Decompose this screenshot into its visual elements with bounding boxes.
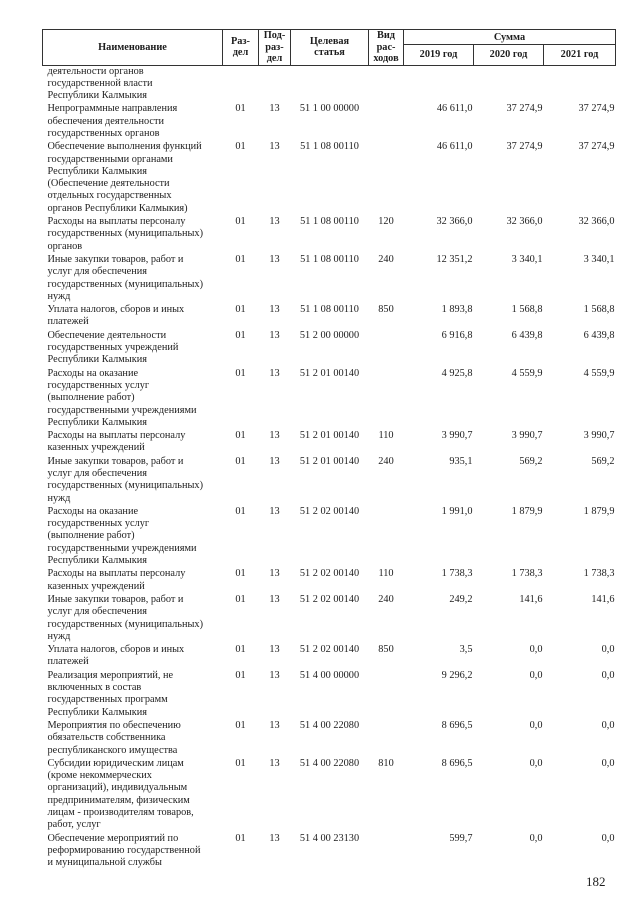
row-sum-2021: 4 559,9 — [583, 367, 615, 379]
row-vid — [369, 329, 404, 367]
row-celevaya — [291, 65, 369, 102]
row-name: Обеспечение выполнения функций государственными органами Республики Калмыкия (Обеспечение деятельности отдельных государственных органов Республики Калмыкия) — [47, 141, 202, 214]
row-sum-2020 — [474, 65, 544, 102]
row-sum-2020: 0,0 — [529, 644, 543, 656]
row-sum-2020: 4 559,9 — [511, 367, 543, 379]
table-row — [43, 253, 616, 303]
row-vid: 810 — [378, 757, 394, 769]
table-row — [43, 102, 616, 140]
row-podrazdel: 13 — [269, 455, 280, 467]
row-sum-2021: 37 274,9 — [578, 103, 615, 115]
row-sum-2021: 1 738,3 — [583, 568, 615, 580]
row-sum-2019: 46 611,0 — [436, 141, 473, 153]
row-razdel: 01 — [235, 253, 246, 265]
row-sum-2020: 569,2 — [519, 455, 543, 467]
row-podrazdel: 13 — [269, 719, 280, 731]
table-row — [43, 140, 616, 215]
row-sum-2019: 8 696,5 — [441, 719, 473, 731]
row-razdel: 01 — [235, 669, 246, 681]
row-vid — [369, 65, 404, 102]
row-razdel: 01 — [235, 304, 246, 316]
row-sum-2019: 46 611,0 — [436, 103, 473, 115]
row-sum-2020: 6 439,8 — [511, 329, 543, 341]
row-celevaya: 51 1 08 00110 — [300, 216, 359, 228]
row-sum-2021: 569,2 — [591, 455, 615, 467]
row-vid — [369, 102, 404, 140]
row-celevaya: 51 2 02 00140 — [299, 593, 360, 605]
row-sum-2021: 1 568,8 — [583, 304, 615, 316]
row-sum-2021: 3 990,7 — [583, 430, 615, 442]
table-row — [43, 303, 616, 329]
row-sum-2020: 1 879,9 — [511, 505, 543, 517]
row-name: Уплата налогов, сборов и иных платежей — [47, 304, 185, 328]
row-sum-2020: 0,0 — [529, 757, 543, 769]
row-vid: 240 — [378, 593, 394, 605]
row-sum-2020: 0,0 — [529, 719, 543, 731]
row-celevaya: 51 4 00 23130 — [299, 832, 360, 844]
table-body — [43, 65, 616, 870]
row-sum-2020: 3 990,7 — [511, 430, 543, 442]
row-name: Расходы на оказание государственных услуг (выполнение работ) государственными учреждениями Республики Калмыкия — [47, 505, 197, 567]
row-sum-2019: 12 351,2 — [436, 253, 473, 265]
row-sum-2019: 32 366,0 — [436, 216, 473, 228]
budget-sheet — [42, 29, 615, 870]
table-row — [43, 567, 616, 593]
row-sum-2019: 599,7 — [449, 832, 473, 844]
row-sum-2019: 4 925,8 — [441, 367, 473, 379]
row-razdel — [223, 65, 259, 102]
row-sum-2020: 1 568,8 — [511, 304, 543, 316]
row-name: Иные закупки товаров, работ и услуг для обеспечения государственных (муниципальных) нужд — [47, 455, 204, 504]
row-celevaya: 51 4 00 00000 — [299, 669, 360, 681]
row-sum-2021: 0,0 — [601, 669, 615, 681]
header-vid: Вид рас- ходов — [369, 30, 404, 66]
row-name: Иные закупки товаров, работ и услуг для обеспечения государственных (муниципальных) нужд — [47, 253, 204, 302]
row-celevaya: 51 1 08 00110 — [300, 141, 359, 153]
row-podrazdel: 13 — [269, 505, 280, 517]
row-razdel: 01 — [235, 367, 246, 379]
table-row — [43, 832, 616, 870]
row-sum-2019: 1 893,8 — [441, 304, 473, 316]
row-podrazdel: 13 — [269, 593, 280, 605]
row-razdel: 01 — [235, 593, 246, 605]
row-sum-2021: 0,0 — [601, 644, 615, 656]
row-sum-2019: 1 738,3 — [441, 568, 473, 580]
row-vid — [369, 367, 404, 429]
row-razdel: 01 — [235, 568, 246, 580]
row-podrazdel: 13 — [269, 367, 280, 379]
header-celevaya: Целевая статья — [291, 30, 369, 66]
row-name: Уплата налогов, сборов и иных платежей — [47, 644, 185, 668]
row-celevaya: 51 1 08 00110 — [300, 253, 359, 265]
table-row — [43, 669, 616, 719]
row-sum-2019: 935,1 — [449, 455, 473, 467]
header-podrazdel: Под- раз- дел — [259, 30, 291, 66]
row-celevaya: 51 2 02 00140 — [299, 568, 360, 580]
header-year-2021: 2021 год — [544, 45, 616, 65]
row-podrazdel: 13 — [269, 430, 280, 442]
row-celevaya: 51 1 00 00000 — [299, 103, 360, 115]
row-podrazdel: 13 — [269, 216, 280, 228]
row-sum-2020: 37 274,9 — [506, 141, 543, 153]
row-sum-2019: 1 991,0 — [441, 505, 473, 517]
table-row — [43, 757, 616, 832]
table-row — [43, 367, 616, 429]
row-sum-2019: 9 296,2 — [441, 669, 473, 681]
row-celevaya: 51 2 01 00140 — [299, 367, 360, 379]
row-sum-2019: 3,5 — [459, 644, 473, 656]
row-podrazdel: 13 — [269, 832, 280, 844]
row-vid: 110 — [378, 430, 394, 442]
row-razdel: 01 — [235, 430, 246, 442]
row-name: деятельности органов государственной власти Республики Калмыкия — [47, 65, 153, 102]
row-vid: 120 — [378, 216, 394, 228]
row-podrazdel: 13 — [269, 669, 280, 681]
row-sum-2021 — [544, 65, 616, 102]
row-celevaya: 51 2 00 00000 — [299, 329, 360, 341]
row-podrazdel: 13 — [269, 329, 280, 341]
row-sum-2019 — [404, 65, 474, 102]
row-name: Непрограммные направления обеспечения деятельности государственных органов — [47, 103, 178, 139]
table-row — [43, 643, 616, 669]
row-vid — [369, 832, 404, 870]
row-razdel: 01 — [235, 644, 246, 656]
row-podrazdel: 13 — [269, 103, 280, 115]
table-row — [43, 593, 616, 643]
row-name: Расходы на выплаты персоналу казенных учреждений — [47, 568, 186, 592]
row-name: Обеспечение деятельности государственных учреждений Республики Калмыкия — [47, 329, 179, 366]
row-podrazdel — [259, 65, 291, 102]
table-row — [43, 455, 616, 505]
row-celevaya: 51 1 08 00110 — [300, 304, 359, 316]
header-year-2020: 2020 год — [474, 45, 544, 65]
row-razdel: 01 — [235, 103, 246, 115]
row-sum-2021: 1 879,9 — [583, 505, 615, 517]
row-vid: 240 — [378, 455, 394, 467]
row-vid: 850 — [378, 644, 394, 656]
row-razdel: 01 — [235, 832, 246, 844]
row-sum-2019: 3 990,7 — [441, 430, 473, 442]
row-name: Расходы на оказание государственных услуг (выполнение работ) государственными учреждениями Республики Калмыкия — [47, 367, 197, 428]
row-podrazdel: 13 — [269, 757, 280, 769]
table-row — [43, 215, 616, 253]
row-name: Расходы на выплаты персоналу казенных учреждений — [47, 430, 186, 454]
table-row — [43, 65, 616, 102]
row-celevaya: 51 2 02 00140 — [299, 644, 360, 656]
row-sum-2021: 0,0 — [601, 719, 615, 731]
row-sum-2021: 0,0 — [601, 832, 615, 844]
row-sum-2019: 249,2 — [449, 593, 473, 605]
row-name: Расходы на выплаты персоналу государственных (муниципальных) органов — [47, 216, 204, 252]
row-sum-2021: 6 439,8 — [583, 329, 615, 341]
header-razdel: Раз- дел — [223, 30, 259, 66]
row-vid — [369, 505, 404, 567]
row-podrazdel: 13 — [269, 304, 280, 316]
row-sum-2021: 37 274,9 — [578, 141, 615, 153]
row-celevaya: 51 2 01 00140 — [299, 455, 360, 467]
row-name: Иные закупки товаров, работ и услуг для обеспечения государственных (муниципальных) нужд — [47, 593, 204, 642]
row-name: Реализация мероприятий, не включенных в состав государственных программ Республики Калмыкия — [47, 669, 174, 718]
page-number: 182 — [586, 874, 606, 889]
table-row — [43, 719, 616, 757]
row-sum-2020: 37 274,9 — [506, 103, 543, 115]
row-sum-2020: 1 738,3 — [511, 568, 543, 580]
table-row — [43, 429, 616, 455]
row-sum-2020: 0,0 — [529, 669, 543, 681]
row-sum-2021: 0,0 — [601, 757, 615, 769]
row-sum-2020: 32 366,0 — [506, 216, 543, 228]
row-razdel: 01 — [235, 216, 246, 228]
row-razdel: 01 — [235, 455, 246, 467]
row-name: Субсидии юридическим лицам (кроме некоммерческих организаций), индивидуальным предпринимателям, физическим лицам - производителям товаров, работ, услуг — [47, 757, 194, 831]
row-vid — [369, 140, 404, 215]
row-celevaya: 51 2 02 00140 — [299, 505, 360, 517]
row-sum-2020: 0,0 — [529, 832, 543, 844]
row-razdel: 01 — [235, 757, 246, 769]
row-razdel: 01 — [235, 719, 246, 731]
row-razdel: 01 — [235, 505, 246, 517]
table-row — [43, 329, 616, 367]
row-podrazdel: 13 — [269, 141, 280, 153]
row-vid — [369, 669, 404, 719]
header-summa: Сумма — [404, 30, 616, 45]
row-podrazdel: 13 — [269, 253, 280, 265]
row-name: Обеспечение мероприятий по реформированию государственной и муниципальной службы — [47, 832, 201, 869]
row-vid: 850 — [378, 304, 394, 316]
row-sum-2021: 141,6 — [591, 593, 615, 605]
row-vid — [369, 719, 404, 757]
table-row — [43, 505, 616, 567]
row-sum-2021: 3 340,1 — [583, 253, 615, 265]
row-razdel: 01 — [235, 141, 246, 153]
header-year-2019: 2019 год — [404, 45, 474, 65]
table-header — [43, 30, 616, 66]
row-celevaya: 51 2 01 00140 — [299, 430, 360, 442]
row-sum-2019: 8 696,5 — [441, 757, 473, 769]
row-sum-2019: 6 916,8 — [441, 329, 473, 341]
row-vid: 110 — [378, 568, 394, 580]
row-sum-2021: 32 366,0 — [578, 216, 615, 228]
row-sum-2020: 3 340,1 — [511, 253, 543, 265]
row-celevaya: 51 4 00 22080 — [299, 719, 360, 731]
row-vid: 240 — [378, 253, 394, 265]
row-podrazdel: 13 — [269, 568, 280, 580]
budget-table — [42, 29, 616, 870]
row-razdel: 01 — [235, 329, 246, 341]
row-podrazdel: 13 — [269, 644, 280, 656]
row-celevaya: 51 4 00 22080 — [299, 757, 360, 769]
header-name: Наименование — [43, 30, 223, 66]
row-name: Мероприятия по обеспечению обязательств собственника республиканского имущества — [47, 719, 181, 756]
row-sum-2020: 141,6 — [519, 593, 543, 605]
